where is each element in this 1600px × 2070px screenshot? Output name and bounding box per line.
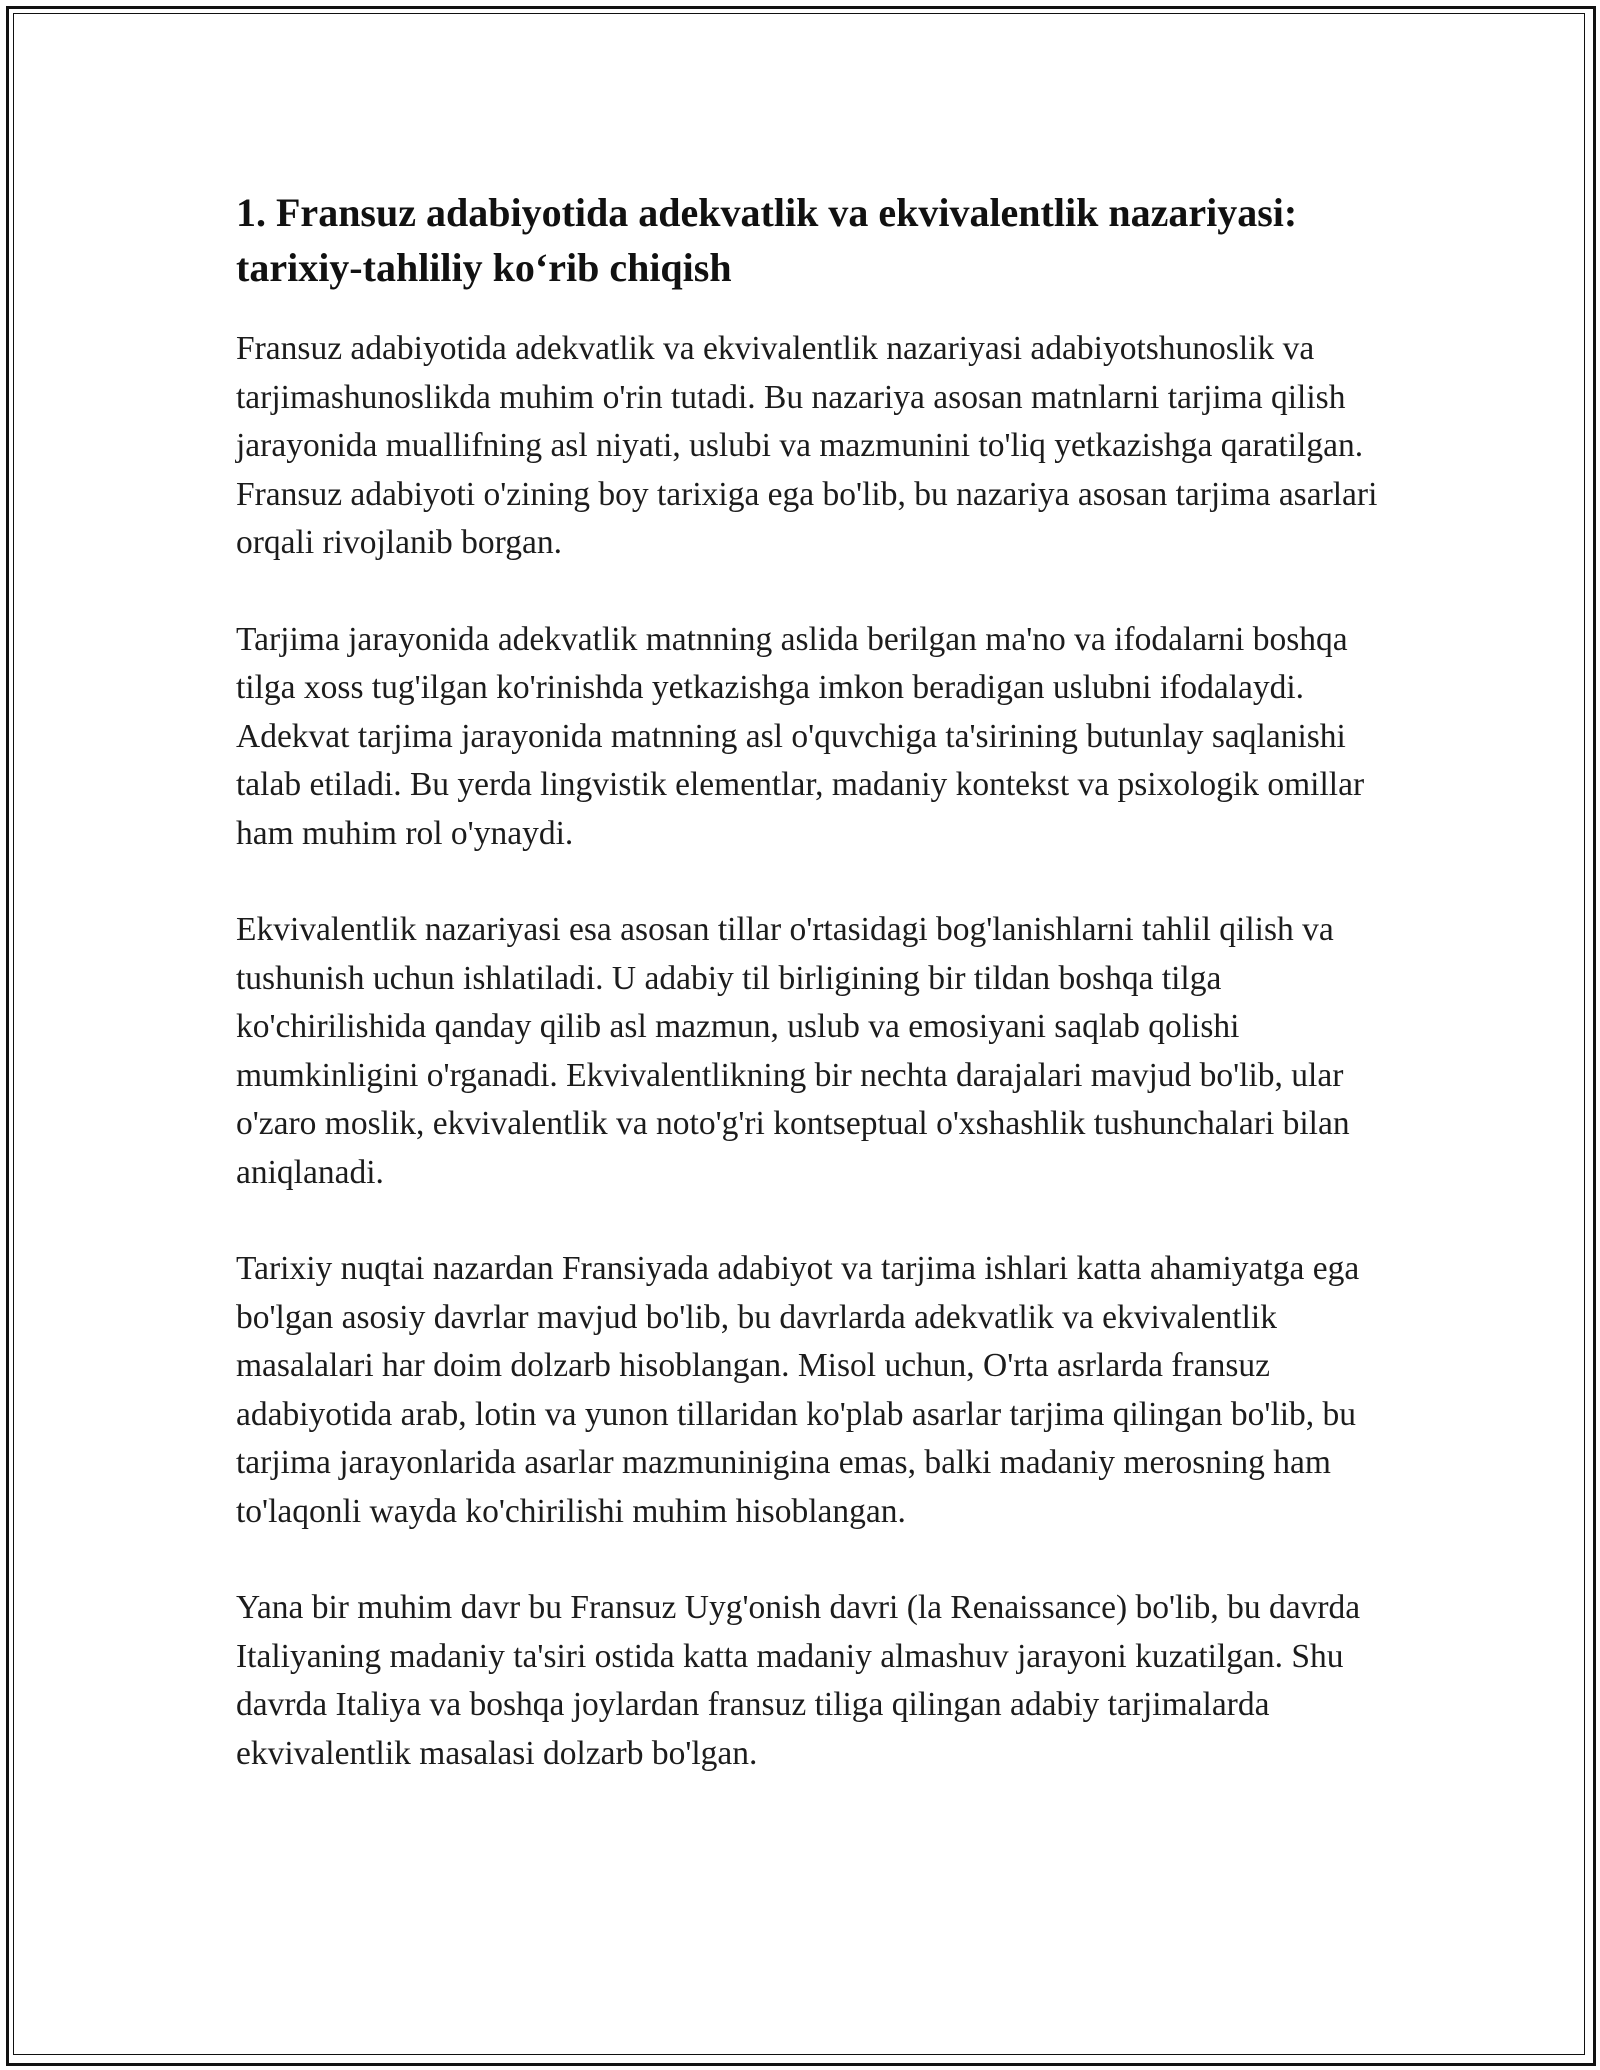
paragraph-5: Yana bir muhim davr bu Fransuz Uyg'onish davri (la Renaissance) bo'lib, bu davrda Italiyaning madaniy ta'siri ostida katta madaniy almashuv jarayoni kuzatilgan. Shu davrda Italiya va boshqa joylardan fransuz tiliga qilingan adabiy tarjimalarda ekvivalentlik masalasi dolzarb bo'lgan.: [236, 1589, 1361, 1772]
document-body: [236, 185, 1386, 1826]
paragraph-1: Fransuz adabiyotida adekvatlik va ekvivalentlik nazariyasi adabiyotshunoslik va tarjimashunoslikda muhim o'rin tutadi. Bu nazariya asosan matnlarni tarjima qilish jarayonida muallifning asl niyati, uslubi va mazmunini to'liq yetkazishga qaratilgan. Fransuz adabiyoti o'zining boy tarixiga ega bo'lib, bu nazariya asosan tarjima asarlari orqali rivojlanib borgan.: [236, 330, 1378, 561]
section-heading: 1. Fransuz adabiyotida adekvatlik va ekvivalentlik nazariyasi: tarixiy-tahliliy ko‘rib chiqish: [236, 190, 1298, 290]
paragraph-3: Ekvivalentlik nazariyasi esa asosan tillar o'rtasidagi bog'lanishlarni tahlil qilish va tushunish uchun ishlatiladi. U adabiy til birligining bir tildan boshqa tilga ko'chirilishida qanday qilib asl mazmun, uslub va emosiyani saqlab qolishi mumkinligini o'rganadi. Ekvivalentlikning bir nechta darajalari mavjud bo'lib, ular o'zaro moslik, ekvivalentlik va noto'g'ri kontseptual o'xshashlik tushunchalari bilan aniqlanadi.: [236, 911, 1350, 1191]
paragraph-2: Tarjima jarayonida adekvatlik matnning aslida berilgan ma'no va ifodalarni boshqa tilga xoss tug'ilgan ko'rinishda yetkazishga imkon beradigan uslubni ifodalaydi. Adekvat tarjima jarayonida matnning asl o'quvchiga ta'sirining butunlay saqlanishi talab etiladi. Bu yerda lingvistik elementlar, madaniy kontekst va psixologik omillar ham muhim rol o'ynaydi.: [236, 620, 1365, 852]
paragraph-4: Tarixiy nuqtai nazardan Fransiyada adabiyot va tarjima ishlari katta ahamiyatga ega bo'lgan asosiy davrlar mavjud bo'lib, bu davrlarda adekvatlik va ekvivalentlik masalalari har doim dolzarb hisoblangan. Misol uchun, O'rta asrlarda fransuz adabiyotida arab, lotin va yunon tillaridan ko'plab asarlar tarjima qilingan bo'lib, bu tarjima jarayonlarida asarlar mazmuninigina emas, balki madaniy merosning ham to'laqonli wayda ko'chirilishi muhim hisoblangan.: [236, 1250, 1360, 1530]
